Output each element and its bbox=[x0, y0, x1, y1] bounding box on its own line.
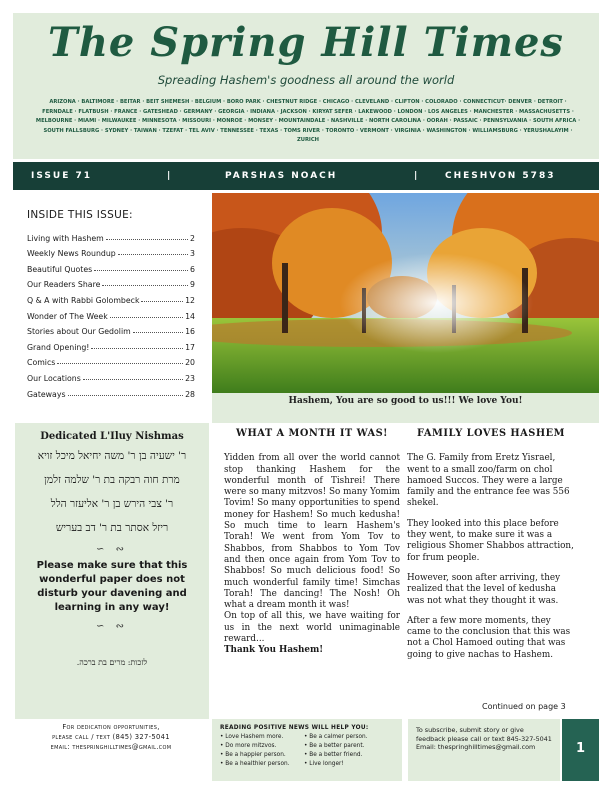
article-family bbox=[407, 428, 575, 670]
dedication-name: ר' ישעיה בן ר' משה יחיאל מיכל זויא bbox=[37, 450, 187, 462]
benefits-list bbox=[220, 733, 304, 769]
benefit-item: • Be a better friend. bbox=[304, 752, 363, 758]
article-paragraph: The G. Family from Eretz Yisrael, went to a small zoo/farm on chol hamoed Succos. They were a large family and the entrance fee was 556 shekel. bbox=[407, 453, 570, 509]
lzchus-line: לזכות: מרים בת ברכה. bbox=[76, 658, 148, 667]
dedication-contact bbox=[13, 719, 209, 781]
toc-label: Grand Opening! bbox=[27, 342, 90, 352]
contact-line: For dedication opportunities, bbox=[62, 723, 160, 731]
article-body: On top of all this, we have waiting for us in the next world unimaginable reward... bbox=[224, 611, 400, 645]
issue-number: ISSUE 71 bbox=[31, 171, 93, 181]
toc-heading: INSIDE THIS ISSUE: bbox=[27, 209, 133, 221]
toc-label: Gateways bbox=[27, 389, 66, 399]
toc-item[interactable] bbox=[27, 243, 195, 259]
toc-page: 6 bbox=[190, 264, 195, 274]
toc-page: 28 bbox=[185, 389, 195, 399]
dedication-name: מרת חוה רבקה בת ר' שלמה זלמן bbox=[44, 474, 180, 486]
toc-label: Our Readers Share bbox=[27, 280, 101, 290]
toc-page: 17 bbox=[185, 342, 195, 352]
article-heading: FAMILY LOVES HASHEM bbox=[417, 428, 565, 439]
toc-page: 12 bbox=[185, 295, 195, 305]
separator: | bbox=[167, 171, 173, 181]
toc-leader bbox=[57, 363, 183, 364]
toc-item[interactable] bbox=[27, 289, 195, 305]
benefit-item: • Be a happier person. bbox=[220, 752, 286, 758]
benefits-box bbox=[212, 719, 402, 781]
toc-item[interactable] bbox=[27, 367, 195, 383]
toc-leader bbox=[102, 285, 188, 286]
toc-item[interactable] bbox=[27, 258, 195, 274]
toc-leader bbox=[94, 270, 188, 271]
benefit-item: • Love Hashem more. bbox=[220, 734, 284, 740]
article-heading: WHAT A MONTH IT WAS! bbox=[236, 428, 388, 439]
contact-line: please call / text (845) 327-5041 bbox=[52, 733, 170, 741]
toc-leader bbox=[110, 317, 183, 318]
toc-leader bbox=[133, 332, 183, 333]
tagline: Spreading Hashem's goodness all around the world bbox=[157, 73, 455, 87]
subscribe-info: To subscribe, submit story or give feedback please call or text 845-327-5041 Email: thespringhilltimes@gmail.com bbox=[408, 719, 560, 781]
toc-leader bbox=[141, 301, 183, 302]
table-of-contents bbox=[13, 195, 209, 421]
contact-line: email: thespringhilltimes@gmail.com bbox=[50, 743, 172, 751]
toc-item[interactable] bbox=[27, 352, 195, 368]
toc-label: Wonder of The Week bbox=[27, 311, 108, 321]
separator: | bbox=[414, 171, 420, 181]
toc-page: 14 bbox=[185, 311, 195, 321]
dedication-box bbox=[15, 423, 209, 719]
page-number: 1 bbox=[562, 719, 599, 781]
toc-item[interactable] bbox=[27, 321, 195, 337]
continued-link[interactable]: Continued on page 3 bbox=[482, 702, 566, 711]
toc-item[interactable] bbox=[27, 336, 195, 352]
article-paragraph: However, soon after arriving, they realized that the level of kedusha was not what they thought it was. bbox=[407, 572, 561, 606]
toc-page: 9 bbox=[190, 280, 195, 290]
article-signoff: Thank You Hashem! bbox=[224, 645, 324, 656]
benefits-list bbox=[304, 733, 388, 769]
toc-page: 2 bbox=[190, 233, 195, 243]
benefit-item: • Be a better parent. bbox=[304, 743, 365, 749]
hebrew-date: CHESHVON 5783 bbox=[445, 171, 556, 181]
toc-label: Stories about Our Gedolim bbox=[27, 327, 131, 337]
toc-label: Beautiful Quotes bbox=[27, 264, 93, 274]
newspaper-title: The Spring Hill Times bbox=[48, 19, 564, 66]
toc-page: 20 bbox=[185, 358, 195, 368]
davening-notice: Please make sure that this wonderful paper does not disturb your davening and learning in any way! bbox=[36, 560, 188, 613]
ornament: ∽ ∾ bbox=[96, 621, 128, 632]
masthead bbox=[13, 13, 599, 159]
toc-leader bbox=[106, 239, 188, 240]
ornament: ∽ ∾ bbox=[96, 544, 128, 555]
parsha-label: PARSHAS NOACH bbox=[225, 171, 338, 181]
benefit-item: • Do more mitzvos. bbox=[220, 743, 277, 749]
dedication-name: ר' צבי הירש בן ר' אליעזר הלל bbox=[50, 498, 174, 510]
toc-label: Our Locations bbox=[27, 373, 81, 383]
toc-leader bbox=[118, 254, 188, 255]
toc-page: 23 bbox=[185, 373, 195, 383]
toc-item[interactable] bbox=[27, 383, 195, 399]
article-month bbox=[224, 428, 400, 666]
toc-leader bbox=[83, 379, 183, 380]
benefit-item: • Live longer! bbox=[304, 761, 344, 767]
article-body: Yidden from all over the world cannot stop thanking Hashem for the wonderful month of Tishrei! There were so many mitzvos! So many Yomim Tovim! So many opportunities to spend money for Hashem! So much kedusha! So much time to learn Hashem's Torah! We went from Yom Tov to Shabbos, from Shabbos to Yom Tov and then once again from Yom Tov to Shabbos! So much delicious food! So much wonderful family time! Simchas Torah! The dancing! The Nosh! Oh what a dream month it was! bbox=[224, 453, 400, 611]
benefit-item: • Be a healthier person. bbox=[220, 761, 290, 767]
toc-item[interactable] bbox=[27, 227, 195, 243]
benefits-heading: READING POSITIVE NEWS WILL HELP YOU: bbox=[220, 725, 369, 731]
toc-page: 16 bbox=[185, 327, 195, 337]
hero-panel bbox=[212, 193, 599, 423]
issue-bar bbox=[13, 162, 599, 190]
dedication-name: ריזל אסתר בת ר' דב בעריש bbox=[55, 522, 169, 534]
toc-item[interactable] bbox=[27, 274, 195, 290]
benefit-item: • Be a calmer person. bbox=[304, 734, 368, 740]
article-paragraph: They looked into this place before they went, to make sure it was a religious Shomer Shabbos attraction, for frum people. bbox=[407, 518, 574, 563]
toc-leader bbox=[68, 395, 184, 396]
toc-label: Weekly News Roundup bbox=[27, 249, 116, 259]
hero-caption: Hashem, You are so good to us!!! We love You! bbox=[288, 396, 523, 406]
autumn-park-image bbox=[212, 193, 599, 393]
toc-leader bbox=[91, 348, 183, 349]
toc-label: Comics bbox=[27, 358, 56, 368]
toc-label: Q & A with Rabbi Golombeck bbox=[27, 295, 140, 305]
article-paragraph: After a few more moments, they came to the conclusion that this was not a Chol Hamoed outing that was going to give nachas to Hashem. bbox=[407, 615, 571, 660]
toc-label: Living with Hashem bbox=[27, 233, 104, 243]
toc-page: 3 bbox=[190, 249, 195, 259]
dedication-title: Dedicated L'Iluy Nishmas bbox=[40, 431, 184, 442]
city-list: ARIZONA · BALTIMORE · BEITAR · BEIT SHEMESH · BELGIUM · BORO PARK · CHESTNUT RIDGE · CHICAGO · CLEVELAND · CLIFTON · COLORADO · CONNECTICUT· DENVER · DETROIT · FERNDALE · FLATBUSH · FRANCE · GATESHEAD · GERMANY · GEORGIA · INDIANA · JACKSON · KIRYAT SEFER · LAKEWOOD · LONDON · LOS ANGELES · MANCHESTER · MASSACHUSETTS · MELBOURNE · MIAMI · MILWAUKEE · MINNESOTA · MISSOURI · MONROE · MONSEY · MOUNTAINDALE · NASHVILLE · NORTH CAROLINA · OORAH · PASSAIC · PENNSYLVANIA · SOUTH AFRICA · SOUTH FALLSBURG · SYDNEY · TAIWAN · TZEFAT · TEL AVIV · TENNESSEE · TEXAS · TOMS RIVER · TORONTO · VERMONT · VIRGINIA · WASHINGTON · WILLIAMSBURG · YERUSHALAYIM · ZURICH bbox=[35, 99, 581, 143]
toc-item[interactable] bbox=[27, 305, 195, 321]
page-footer bbox=[13, 719, 599, 781]
